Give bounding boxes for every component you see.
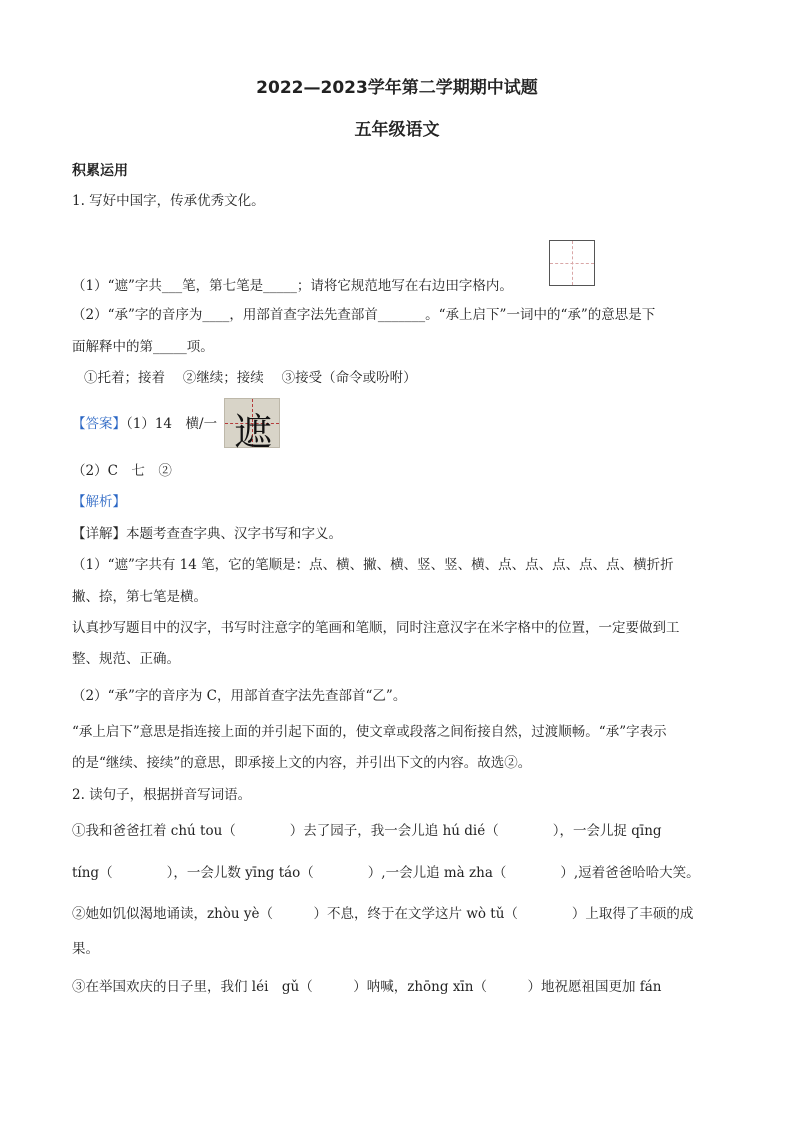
analysis-detail xyxy=(72,524,342,544)
analysis-p1a: （1）“遮”字共有 14 笔，它的笔顺是：点、横、撇、横、竖、竖、横、点、点、点、点、点、横折折 xyxy=(72,557,674,573)
q2-prompt: 2. 读句子，根据拼音写词语。 xyxy=(72,787,252,803)
detail-text: 本题考查查字典、汉字书写和字义。 xyxy=(126,526,342,542)
answer-text-1: （1）14 横/一 xyxy=(126,416,218,432)
q1-options: ①托着；接着 ②继续；接续 ③接受（命令或吩咐） xyxy=(84,370,417,386)
answer-tag: 【答案】 xyxy=(72,416,126,432)
analysis-p3: （2）“承”字的音序为 C，用部首查字法先查部首“乙”。 xyxy=(72,688,407,704)
analysis-p2b: 整、规范、正确。 xyxy=(72,651,180,667)
q2-line5: ③在举国欢庆的日子里，我们 léi gǔ（ ）呐喊，zhōng xīn（ ）地祝愿祖国更加 fán xyxy=(72,979,662,995)
analysis-p4b: 的是“继续、接续”的意思，即承接上文的内容，并引出下文的内容。故选②。 xyxy=(72,755,532,771)
answer-line1 xyxy=(72,414,217,434)
answer-character-grid xyxy=(224,398,280,454)
analysis-p1b: 撇、捺，第七笔是横。 xyxy=(72,589,207,605)
q1-part2a: （2）“承”字的音序为____，用部首查字法先查部首_______。“承上启下”一词中的“承”的意思是下 xyxy=(72,307,656,323)
q2-line2: tíng（ ），一会儿数 yīng táo（ ）,一会儿追 mà zha（ ）,逗着爸爸哈哈大笑。 xyxy=(72,865,700,881)
analysis-p4a: “承上启下”意思是指连接上面的并引起下面的，使文章或段落之间衔接自然，过渡顺畅。“承”字表示 xyxy=(72,724,667,740)
page-title: 2022—2023学年第二学期期中试题 xyxy=(256,78,538,98)
section-label: 积累运用 xyxy=(72,163,128,179)
q1-prompt: 1. 写好中国字，传承优秀文化。 xyxy=(72,193,265,209)
q2-line4: 果。 xyxy=(72,941,99,957)
answer-line2: （2）C 七 ② xyxy=(72,463,172,479)
q2-line1: ①我和爸爸扛着 chú tou（ ）去了园子，我一会儿追 hú dié（ ），一会儿捉 qīng xyxy=(72,823,662,839)
detail-tag: 【详解】 xyxy=(72,526,126,542)
q1-part2b: 面解释中的第_____项。 xyxy=(72,339,214,355)
q2-line3: ②她如饥似渴地诵读，zhòu yè（ ）不息，终于在文学这片 wò tǔ（ ）上取得了丰硕的成 xyxy=(72,906,694,922)
analysis-tag: 【解析】 xyxy=(72,494,126,510)
tianzige-grid[interactable] xyxy=(549,240,595,286)
answer-character: 遮 xyxy=(233,410,272,454)
analysis-p2a: 认真抄写题目中的汉字，书写时注意字的笔画和笔顺，同时注意汉字在米字格中的位置，一定要做到工 xyxy=(72,620,680,636)
q1-part1: （1）“遮”字共___笔，第七笔是_____；请将它规范地写在右边田字格内。 xyxy=(72,278,513,294)
page-subtitle: 五年级语文 xyxy=(354,120,440,140)
